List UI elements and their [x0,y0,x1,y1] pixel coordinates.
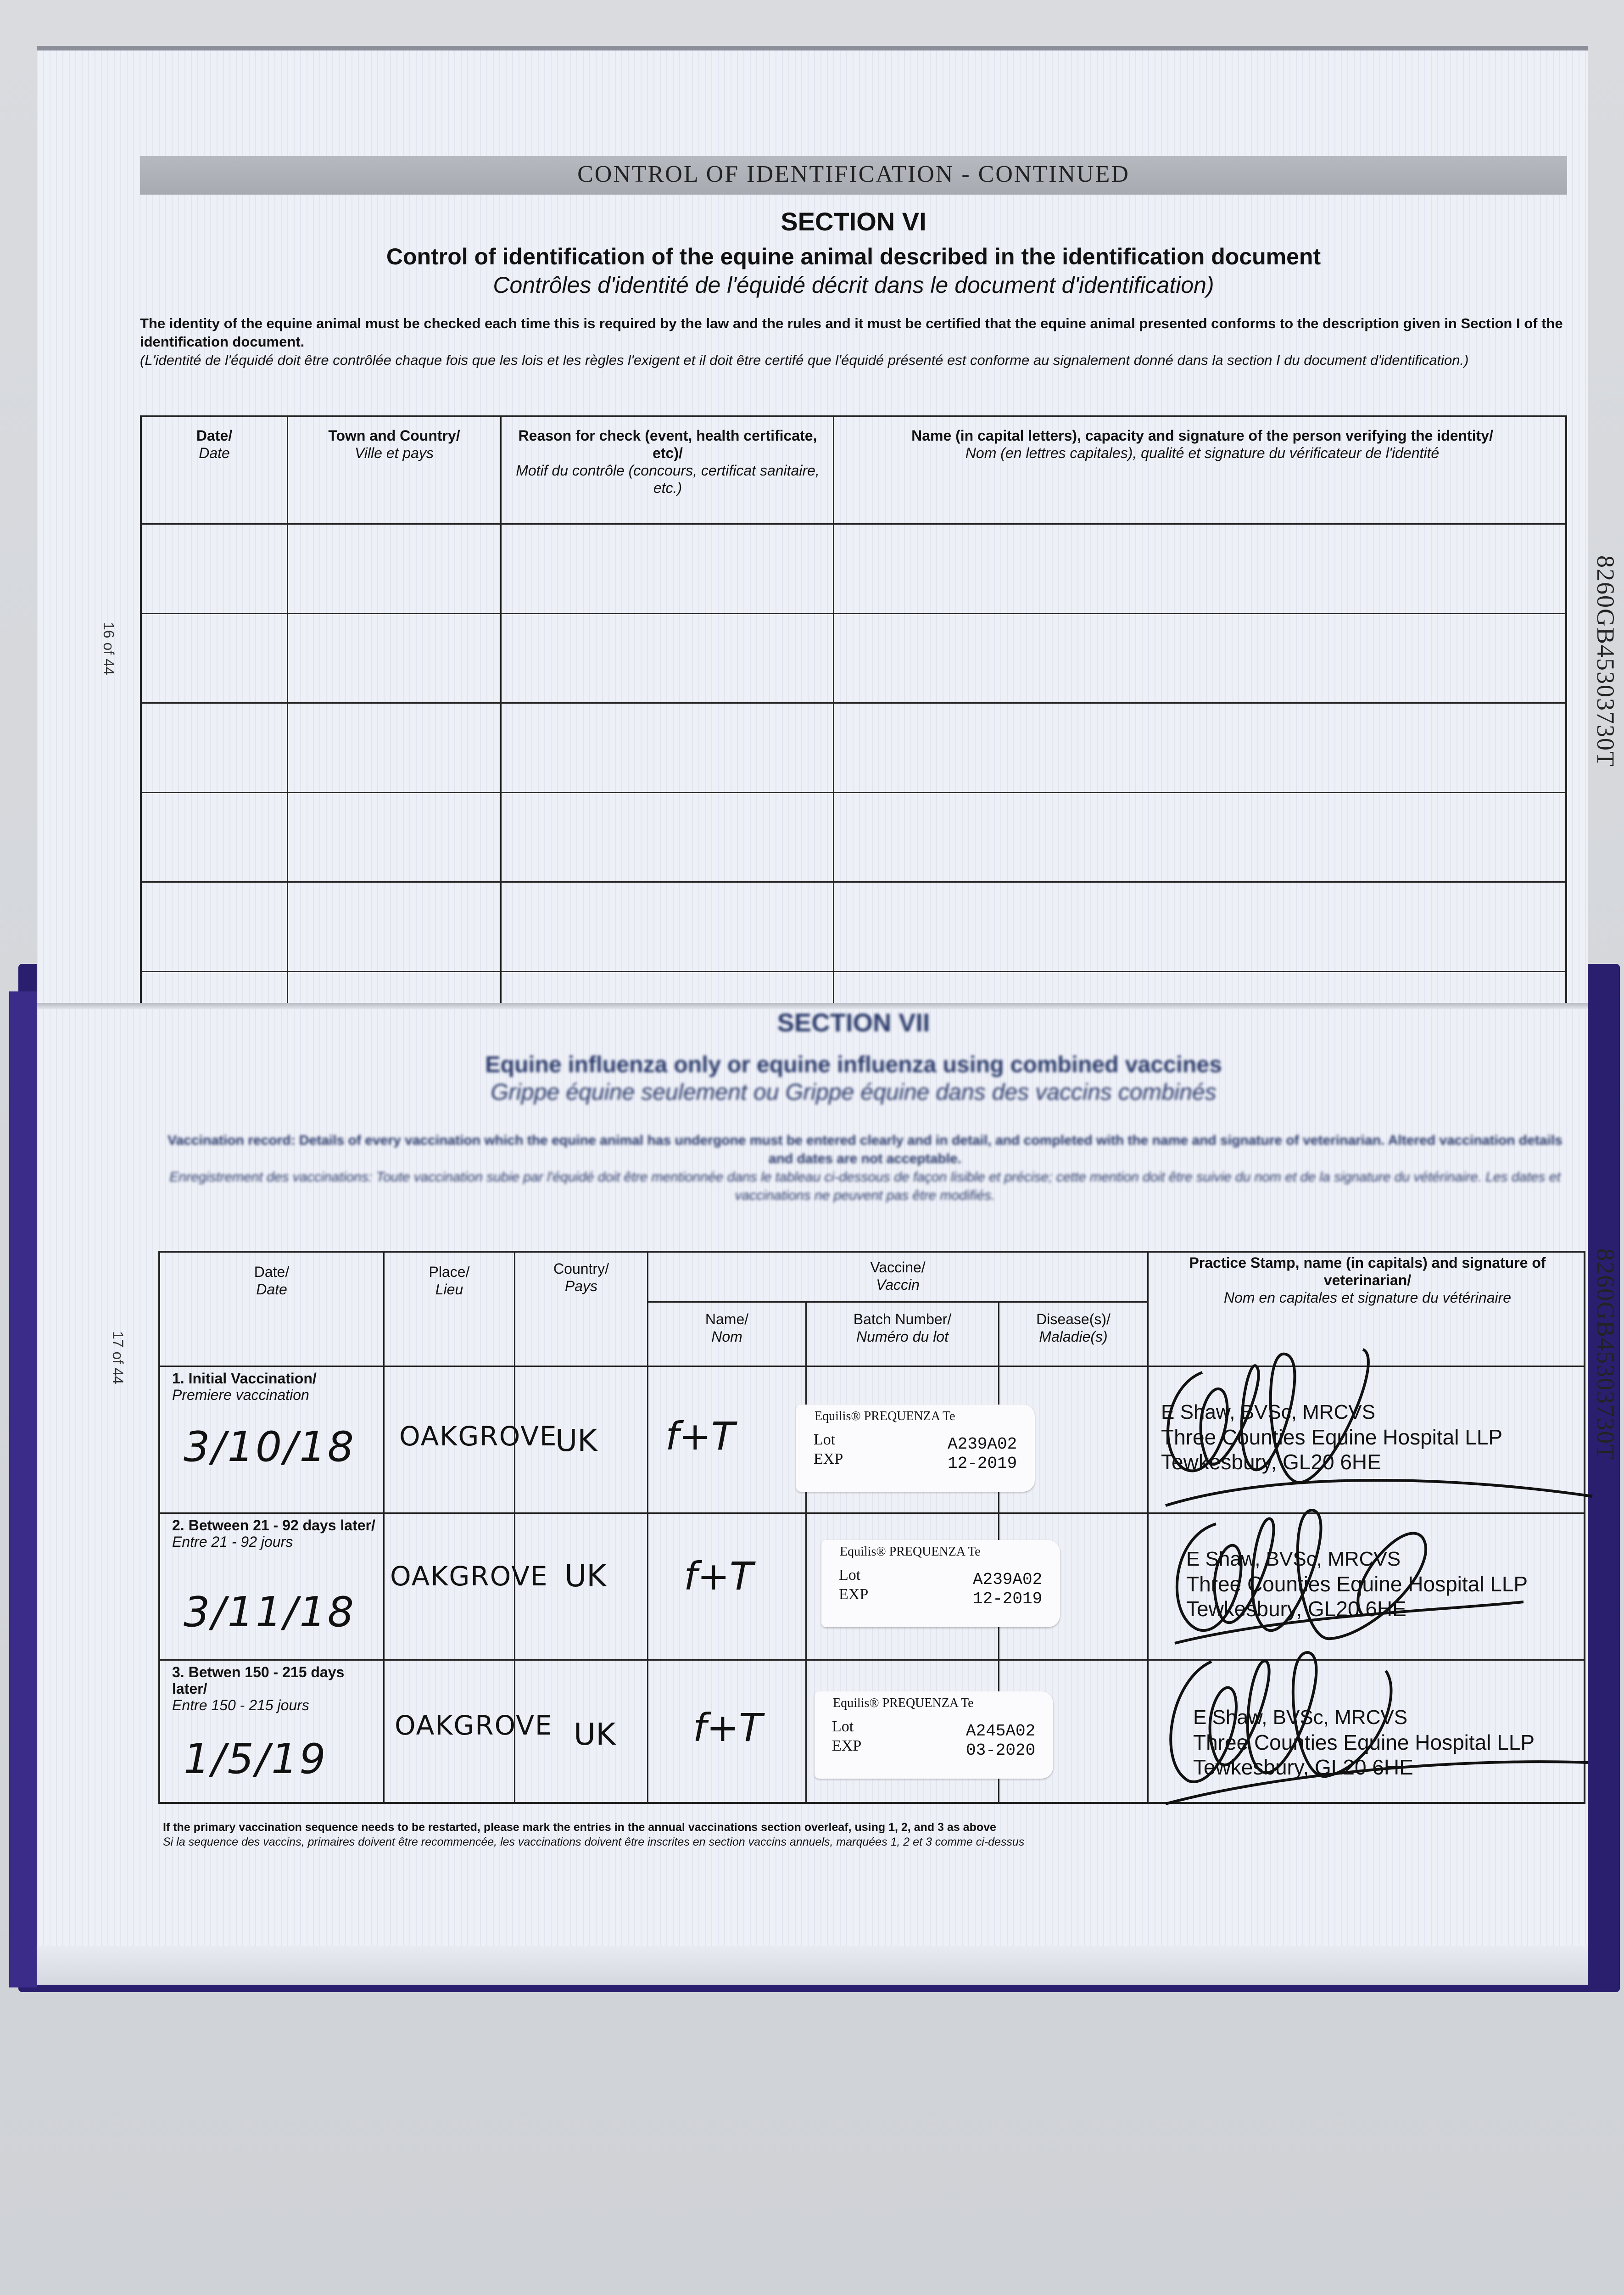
row-3-country: UK [574,1717,616,1752]
row-1-date: 3/10/18 [184,1423,356,1471]
row-2-date: 3/11/18 [184,1588,356,1636]
header-title: CONTROL OF IDENTIFICATION - CONTINUED [577,161,1130,187]
row-2-vaccine-name: f+T [684,1554,753,1599]
page-number-16: 16 of 44 [100,622,117,675]
section-vi-heading-en: Control of identification of the equine animal described in the identification document [386,244,1321,269]
row-1-batch-sticker: Equilis® PREQUENZA Te Lot EXP A239A02 12-2019 [796,1405,1035,1492]
vacc-col-practice-header: Practice Stamp, name (in capitals) and signature of veterinarian/ Nom en capitales et signature du vétérinaire [1189,1254,1546,1306]
section-vi-title: SECTION VI [781,207,926,236]
vaccination-intro-fr: Enregistrement des vaccinations: Toute vaccination subie par l'équidé doit être mentionnée dans le tableau ci-dessous de façon lisible et précise; cette mention doit être suivie du nom et de la signature du vétérinaire. Les dates et vaccinations ne peuvent pas être modifiés. [169,1170,1561,1203]
row-1-vet-stamp: E Shaw, BVSc, MRCVS Three Counties Equine Hospital LLP Tewkesbury, GL20 6HE [1161,1401,1503,1474]
section-vii-heading-en: Equine influenza only or equine influenza using combined vaccines [485,1052,1222,1077]
row-3-date: 1/5/19 [184,1735,328,1783]
vacc-col-vaccine-header: Vaccine/ Vaccin [870,1259,926,1293]
row-3-place: OAKGROVE [395,1710,553,1741]
section-vi-intro [140,314,1567,369]
document-number-top: 8260GB45303730T [1592,555,1619,767]
vaccination-intro-en: Vaccination record: Details of every vaccination which the equine animal has undergone must be entered clearly and in detail, and completed with the name and signature of veterinarian. Altered vaccination details and dates are not acceptable. [167,1133,1563,1166]
row-1-place: OAKGROVE [399,1421,558,1452]
col-verifier-header: Name (in capital letters), capacity and signature of the person verifying the identity/ Nom (en lettres capitales), qualité et signature du vérificateur de l'identité [911,427,1493,461]
vacc-col-date-header: Date/ Date [254,1264,290,1298]
row-3-label: 3. Betwen 150 - 215 days later/ Entre 150 - 215 jours [172,1664,345,1713]
vacc-col-batch-header: Batch Number/ Numéro du lot [853,1311,952,1345]
col-reason-header: Reason for check (event, health certificate, etc)/ Motif du contrôle (concours, certificat sanitaire, etc.) [516,427,820,496]
intro-en: The identity of the equine animal must be checked each time this is required by the law and the rules and it must be certified that the equine animal presented conforms to the description given in Section I of the identification document. [140,315,1563,350]
identity-check-table [140,415,1567,1008]
row-1-country: UK [555,1423,597,1458]
col-town-header: Town and Country/ Ville et pays [328,427,460,461]
section-vii-heading-fr: Grippe équine seulement ou Grippe équine dans des vaccins combinés [491,1079,1217,1105]
row-2-label: 2. Between 21 - 92 days later/ Entre 21 - 92 jours [172,1517,375,1550]
document-number-bottom: 8260GB45303730T [1592,1248,1619,1461]
vacc-col-name-header: Name/ Nom [705,1311,749,1345]
row-3-vaccine-name: f+T [693,1705,763,1750]
row-2-place: OAKGROVE [390,1561,548,1592]
row-1-vaccine-name: f+T [665,1414,735,1459]
page-number-17: 17 of 44 [110,1331,126,1384]
row-1-label: 1. Initial Vaccination/ Premiere vaccination [172,1370,317,1403]
row-2-vet-stamp: E Shaw, BVSc, MRCVS Three Counties Equine Hospital LLP Tewkesbury, GL20 6HE [1186,1548,1528,1621]
page-bottom-edge [37,1946,1588,1987]
row-3-batch-sticker: Equilis® PREQUENZA Te Lot EXP A245A02 03-2020 [815,1691,1053,1779]
col-date-header: Date/ Date [196,427,233,461]
vacc-col-disease-header: Disease(s)/ Maladie(s) [1036,1311,1111,1345]
intro-fr: (L'identité de l'équidé doit être contrôlée chaque fois que les lois et les règles l'exigent et il doit être certifé que l'équidé présenté est conforme au signalement donné dans la section I du document d'identification.) [140,352,1469,368]
section-vii-title: SECTION VII [777,1008,930,1037]
section-vi-heading-fr: Contrôles d'identité de l'équidé décrit dans le document d'identification) [493,272,1214,298]
vacc-col-country-header: Country/ Pays [553,1260,609,1294]
row-2-batch-sticker: Equilis® PREQUENZA Te Lot EXP A239A02 12-2019 [821,1540,1060,1627]
row-3-vet-stamp: E Shaw, BVSc, MRCVS Three Counties Equine Hospital LLP Tewkesbury, GL20 6HE [1193,1706,1535,1779]
vaccination-footnote: If the primary vaccination sequence needs to be restarted, please mark the entries in the annual vaccinations section overleaf, using 1, 2, and 3 as above Si la sequence des vaccins, primaires doivent être recommencée, les vaccinations doivent être inscrites en section vaccins annuels, marquées 1, 2 et 3 comme ci-dessus [163,1821,1025,1848]
vacc-col-place-header: Place/ Lieu [429,1264,470,1298]
section-vii-intro [163,1131,1567,1205]
row-2-country: UK [564,1558,607,1594]
